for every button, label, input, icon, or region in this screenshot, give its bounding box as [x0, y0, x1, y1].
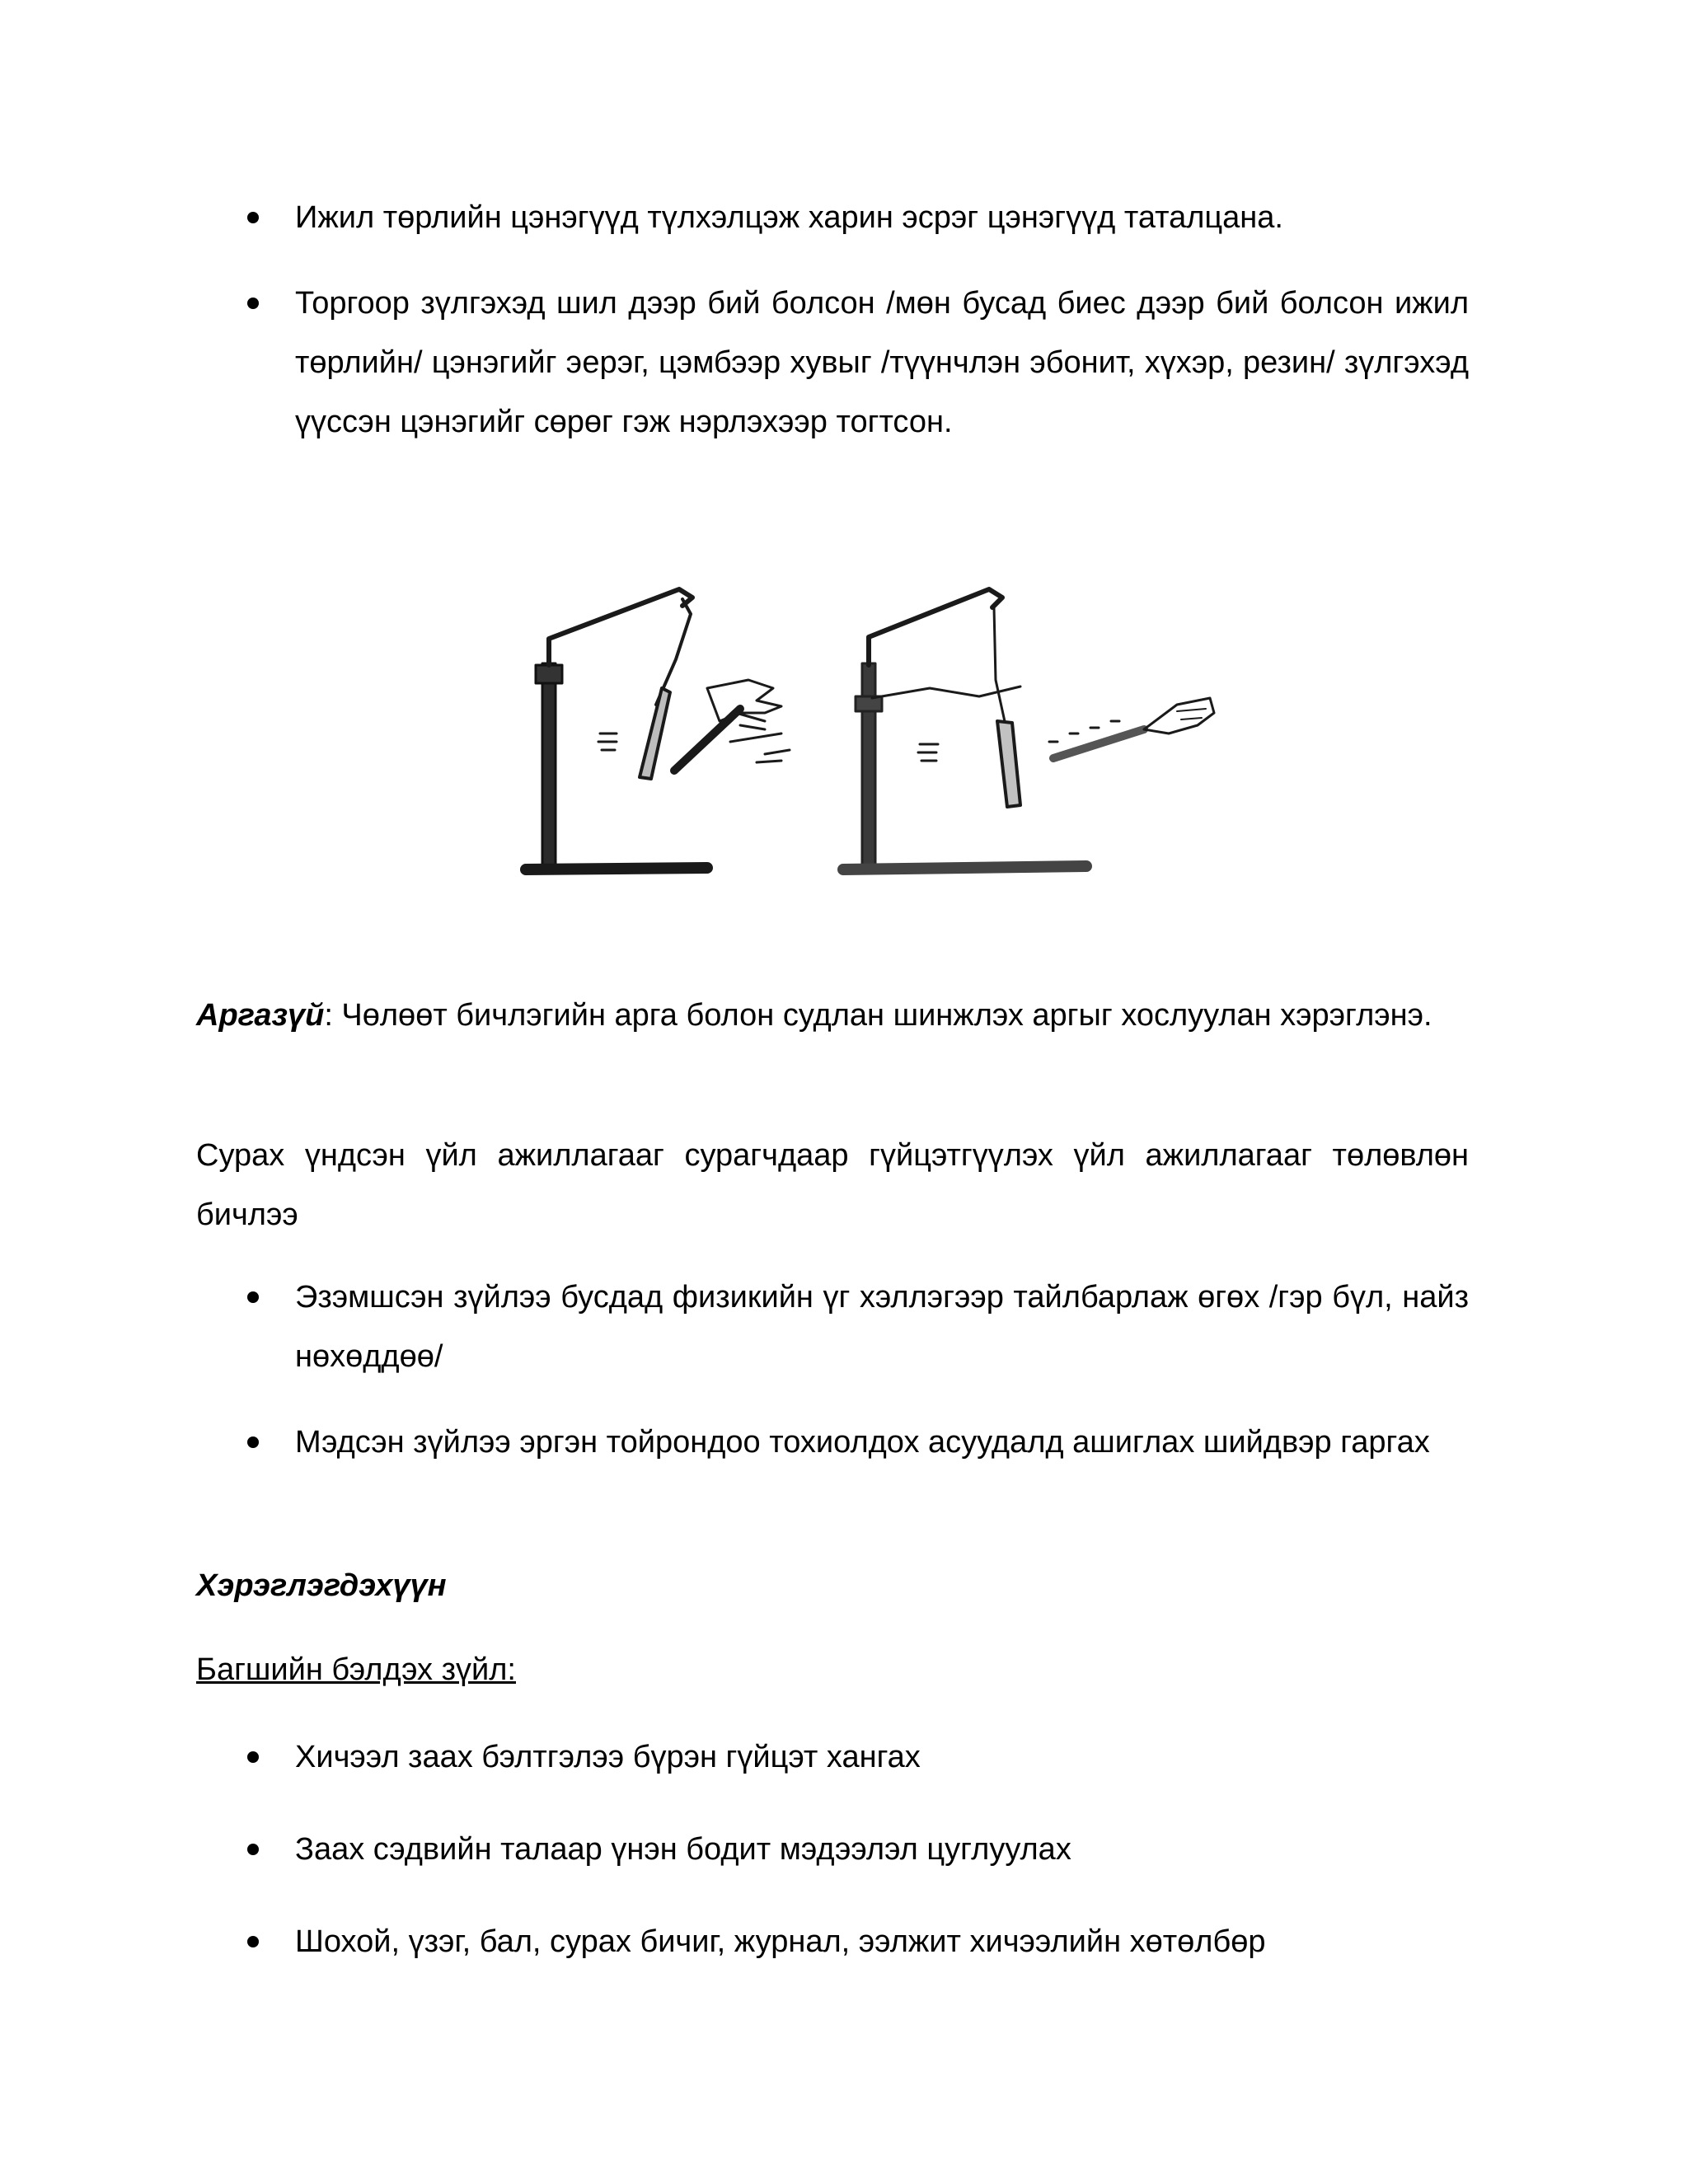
bullet-icon: [247, 298, 259, 309]
teacher-heading: Багшийн бэлдэх зүйл:: [196, 1652, 516, 1687]
materials-heading: Хэрэглэгдэхүүн: [196, 1568, 447, 1603]
bullet-icon: [247, 1844, 259, 1855]
method-label: Аргазүй: [196, 998, 325, 1033]
activity-intro-paragraph: Сурах үндсэн үйл ажиллагааг сурагчдаар гүйцэтгүүлэх үйл ажиллагааг төлөвлөн бичлээ: [196, 1138, 1469, 1232]
bullet-list-charges: [196, 188, 1469, 452]
bullet-list-teacher: [196, 1727, 1469, 1971]
bullet-icon: [247, 1291, 259, 1303]
bullet-text: Торгоор зүлгэхэд шил дээр бий болсон /мөн бусад биес дээр бий болсон ижил төрлийн/ цэнэгийг эерэг, цэмбээр хувыг /түүнчлэн эбонит, хүхэр, резин/ зүлгэхэд үүссэн цэнэгийг сөрөг гэж нэрлэхээр тогтсон.: [295, 286, 1469, 439]
list-item: [196, 188, 1469, 247]
bullet-list-activity: [196, 1268, 1469, 1472]
bullet-text: Ижил төрлийн цэнэгүүд түлхэлцэж харин эсрэг цэнэгүүд таталцана.: [295, 200, 1283, 235]
charged-rod-experiment-illustration: [518, 565, 1218, 894]
list-item: [196, 274, 1469, 452]
bullet-icon: [247, 1936, 259, 1947]
bullet-text: Хичээл заах бэлтгэлээ бүрэн гүйцэт хангах: [295, 1740, 921, 1774]
list-item: [196, 1268, 1469, 1386]
method-text: : Чөлөөт бичлэгийн арга болон судлан шинжлэх аргыг хослуулан хэрэглэнэ.: [324, 998, 1432, 1033]
bullet-text: Шохой, үзэг, бал, сурах бичиг, журнал, ээлжит хичээлийн хөтөлбөр: [295, 1924, 1266, 1959]
list-item: [196, 1820, 1469, 1879]
list-item: [196, 1727, 1469, 1787]
bullet-icon: [247, 1751, 259, 1763]
method-paragraph: [196, 986, 1469, 1045]
bullet-text: Эзэмшсэн зүйлээ бусдад физикийн үг хэллэгээр тайлбарлаж өгөх /гэр бүл, найз нөхөддөө/: [295, 1280, 1469, 1374]
right-stand-icon: [843, 589, 1214, 869]
list-item: [196, 1413, 1469, 1472]
left-stand-icon: [526, 589, 790, 869]
bullet-text: Мэдсэн зүйлээ эргэн тойрондоо тохиолдох асуудалд ашиглах шийдвэр гаргах: [295, 1425, 1430, 1460]
bullet-icon: [247, 212, 259, 223]
list-item: [196, 1912, 1469, 1971]
bullet-icon: [247, 1436, 259, 1448]
bullet-text: Заах сэдвийн талаар үнэн бодит мэдээлэл цуглуулах: [295, 1832, 1071, 1867]
